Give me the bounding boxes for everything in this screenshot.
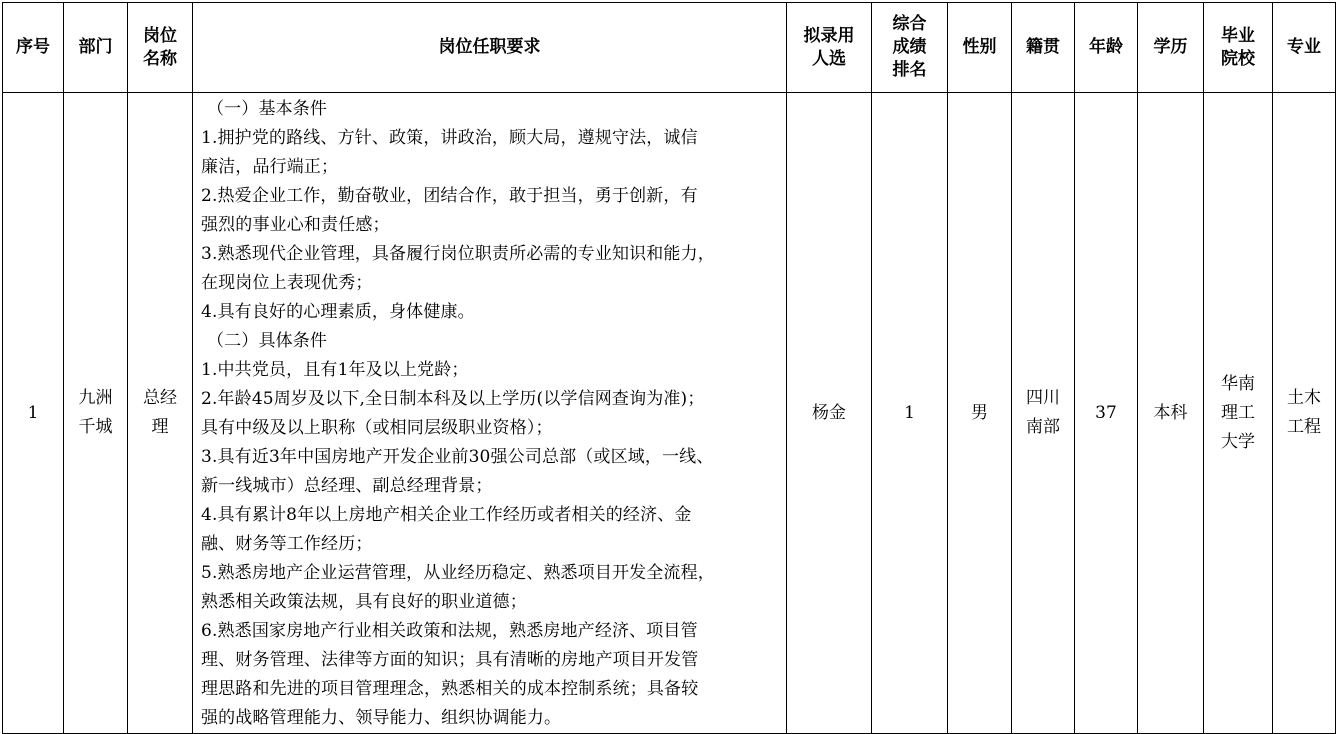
req-line: 4.具有累计8年以上房地产相关企业工作经历或者相关的经济、金 bbox=[201, 505, 692, 525]
cell-requirements bbox=[193, 93, 787, 734]
cell-dept: 九洲千城 bbox=[64, 93, 128, 734]
req-line: 在现岗位上表现优秀； bbox=[201, 273, 373, 293]
cell-seq: 1 bbox=[3, 93, 64, 734]
req-line: 3.熟悉现代企业管理，具备履行岗位职责所必需的专业知识和能力， bbox=[201, 244, 715, 264]
cell-school: 华南理工大学 bbox=[1204, 93, 1273, 734]
header-major: 专业 bbox=[1273, 3, 1336, 93]
cell-age: 37 bbox=[1075, 93, 1138, 734]
cell-rank: 1 bbox=[872, 93, 948, 734]
req-line: 3.具有近3年中国房地产开发企业前30强公司总部（或区域，一线、 bbox=[201, 447, 714, 467]
header-dept: 部门 bbox=[64, 3, 128, 93]
req-line: 理、财务管理、法律等方面的知识；具有清晰的房地产项目开发管 bbox=[201, 650, 699, 670]
header-school: 毕业院校 bbox=[1204, 3, 1273, 93]
table-row bbox=[3, 93, 1336, 734]
req-line: （二）具体条件 bbox=[207, 331, 328, 351]
req-line: 4.具有良好的心理素质，身体健康。 bbox=[201, 302, 475, 322]
req-line: 熟悉相关政策法规，具有良好的职业道德； bbox=[201, 592, 527, 612]
cell-gender: 男 bbox=[948, 93, 1012, 734]
cell-candidate: 杨金 bbox=[787, 93, 872, 734]
req-line: 2.年龄45周岁及以下,全日制本科及以上学历(以学信网查询为准)； bbox=[201, 389, 705, 409]
header-position: 岗位名称 bbox=[128, 3, 193, 93]
header-education: 学历 bbox=[1138, 3, 1204, 93]
req-line: 理思路和先进的项目管理理念，熟悉相关的成本控制系统；具备较 bbox=[201, 679, 699, 699]
req-line: 1.中共党员，且有1年及以上党龄； bbox=[201, 360, 469, 380]
header-gender: 性别 bbox=[948, 3, 1012, 93]
req-line: 强的战略管理能力、领导能力、组织协调能力。 bbox=[201, 708, 562, 728]
cell-major: 土木工程 bbox=[1273, 93, 1336, 734]
cell-origin: 四川南部 bbox=[1012, 93, 1075, 734]
req-line: 强烈的事业心和责任感； bbox=[201, 215, 390, 235]
cell-education: 本科 bbox=[1138, 93, 1204, 734]
cell-position: 总经理 bbox=[128, 93, 193, 734]
req-line: （一）基本条件 bbox=[207, 99, 328, 119]
req-line: 6.熟悉国家房地产行业相关政策和法规，熟悉房地产经济、项目管 bbox=[201, 621, 698, 641]
req-line: 廉洁，品行端正； bbox=[201, 157, 339, 177]
header-origin: 籍贯 bbox=[1012, 3, 1075, 93]
req-line: 2.热爱企业工作，勤奋敬业，团结合作，敢于担当，勇于创新，有 bbox=[201, 186, 698, 206]
header-row bbox=[3, 3, 1336, 93]
req-line: 融、财务等工作经历； bbox=[201, 534, 373, 554]
header-rank: 综合成绩排名 bbox=[872, 3, 948, 93]
req-line: 1.拥护党的路线、方针、政策，讲政治，顾大局，遵规守法，诚信 bbox=[201, 128, 698, 148]
header-candidate: 拟录用人选 bbox=[787, 3, 872, 93]
req-line: 5.熟悉房地产企业运营管理，从业经历稳定、熟悉项目开发全流程， bbox=[201, 563, 715, 583]
header-requirements: 岗位任职要求 bbox=[193, 3, 787, 93]
header-seq: 序号 bbox=[3, 3, 64, 93]
header-age: 年龄 bbox=[1075, 3, 1138, 93]
req-line: 具有中级及以上职称（或相同层级职业资格）； bbox=[201, 418, 553, 438]
req-line: 新一线城市）总经理、副总经理背景； bbox=[201, 476, 493, 496]
candidate-table bbox=[2, 2, 1336, 734]
